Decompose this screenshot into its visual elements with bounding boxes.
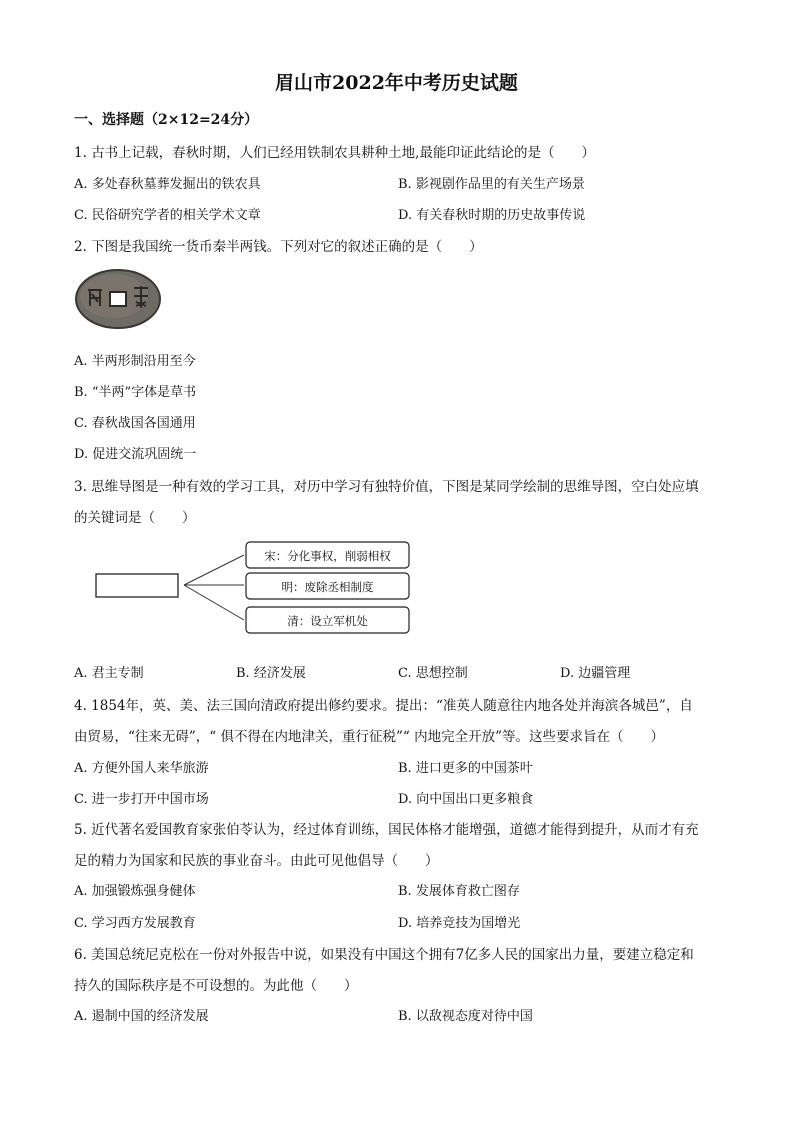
q1-option-b: B. 影视剧作品里的有关生产场景	[398, 177, 585, 192]
coin-image	[74, 268, 162, 330]
question-1-stem: 1. 古书上记载，春秋时期，人们已经用铁制农具耕种土地,最能印证此结论的是（ ）	[74, 145, 595, 161]
q3-option-a: A. 君主专制	[74, 666, 144, 681]
mindmap-node-qing: 清：设立军机处	[287, 614, 368, 628]
q2-option-d: D. 促进交流巩固统一	[74, 447, 197, 462]
q3-option-c: C. 思想控制	[398, 666, 468, 681]
q4-option-c: C. 进一步打开中国市场	[74, 792, 209, 807]
q2-option-a: A. 半两形制沿用至今	[74, 354, 196, 369]
q1-option-d: D. 有关春秋时期的历史故事传说	[398, 208, 586, 223]
q5-option-c: C. 学习西方发展教育	[74, 916, 196, 931]
q2-option-b: B. “半两”字体是草书	[74, 385, 197, 400]
page-title: 眉山市2022年中考历史试题	[275, 72, 518, 94]
question-3-stem-line2: 的关键词是（ ）	[74, 510, 196, 526]
q3-option-d: D. 边疆管理	[560, 666, 631, 681]
q5-option-a: A. 加强锻炼强身健体	[74, 884, 196, 899]
q4-option-a: A. 方便外国人来华旅游	[74, 761, 209, 776]
section-heading: 一、选择题（2×12=24分）	[74, 112, 259, 128]
question-5-stem-line1: 5. 近代著名爱国教育家张伯苓认为，经过体育训练，国民体格才能增强，道德才能得到提升，从而才有充	[74, 822, 699, 838]
q4-option-b: B. 进口更多的中国茶叶	[398, 761, 533, 776]
question-5-stem-line2: 足的精力为国家和民族的事业奋斗。由此可见他倡导（ ）	[74, 853, 439, 869]
q5-option-d: D. 培养竞技为国增光	[398, 916, 521, 931]
q6-option-a: A. 遏制中国的经济发展	[74, 1009, 209, 1024]
q1-option-a: A. 多处春秋墓葬发掘出的铁农具	[74, 177, 261, 192]
q5-option-b: B. 发展体育救亡图存	[398, 884, 520, 899]
question-2-stem: 2. 下图是我国统一货币秦半两钱。下列对它的叙述正确的是（ ）	[74, 239, 483, 255]
question-6-stem-line2: 持久的国际秩序是不可设想的。为此他（ ）	[74, 978, 358, 994]
mind-map	[94, 538, 414, 640]
q6-option-b: B. 以敌视态度对待中国	[398, 1009, 533, 1024]
mindmap-node-song: 宋：分化事权，削弱相权	[264, 549, 391, 563]
mindmap-blank-box	[96, 574, 178, 597]
q4-option-d: D. 向中国出口更多粮食	[398, 792, 534, 807]
question-6-stem-line1: 6. 美国总统尼克松在一份对外报告中说，如果没有中国这个拥有7亿多人民的国家出力量，要建立稳定和	[74, 947, 694, 963]
question-4-stem-line1: 4. 1854年，英、美、法三国向清政府提出修约要求。提出：“准英人随意往内地各处并海滨各城邑”，自	[74, 698, 693, 714]
question-3-stem-line1: 3. 思维导图是一种有效的学习工具，对历中学习有独特价值，下图是某同学绘制的思维导图，空白处应填	[74, 479, 699, 495]
q2-option-c: C. 春秋战国各国通用	[74, 416, 196, 431]
question-4-stem-line2: 由贸易，“往来无碍”，“ 俱不得在内地津关，重行征税”“ 内地完全开放”等。这些要求旨在（ ）	[74, 729, 664, 745]
mindmap-node-ming: 明：废除丞相制度	[281, 580, 374, 594]
q1-option-c: C. 民俗研究学者的相关学术文章	[74, 208, 261, 223]
q3-option-b: B. 经济发展	[236, 666, 306, 681]
